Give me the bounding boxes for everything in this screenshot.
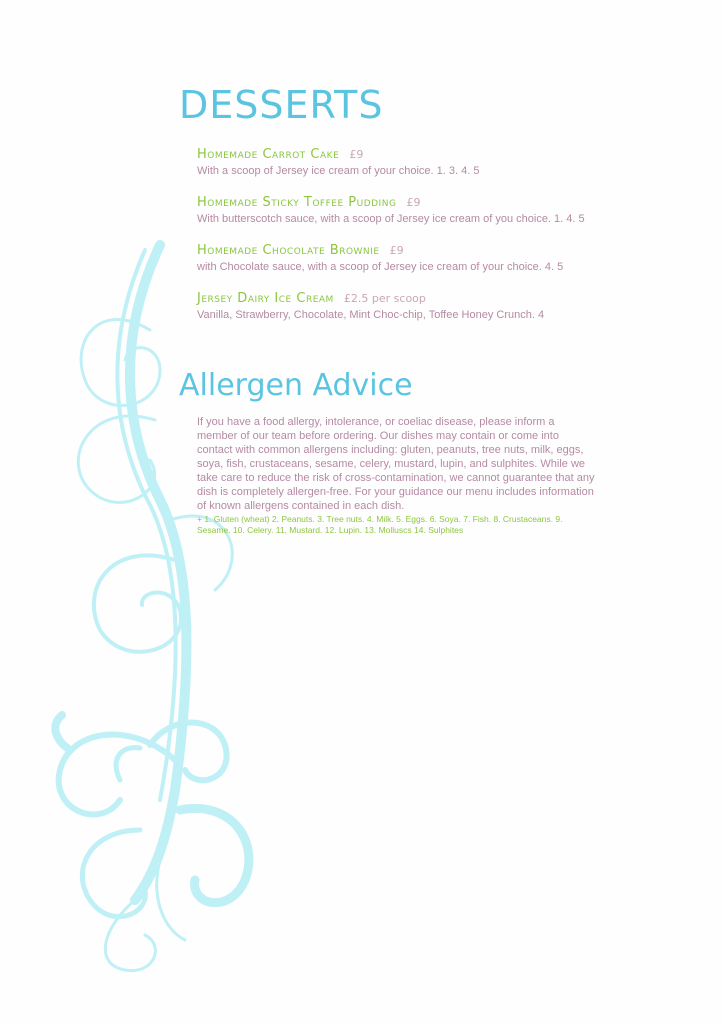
allergen-heading: Allergen Advice [179,368,413,403]
item-name: Homemade Chocolate Brownie [197,243,380,258]
item-name: Jersey Dairy Ice Cream [197,291,334,306]
item-description: With butterscotch sauce, with a scoop of Jersey ice cream of you choice. 1. 4. 5 [197,213,585,225]
desserts-heading: DESSERTS [179,83,384,127]
item-description: Vanilla, Strawberry, Chocolate, Mint Choc-chip, Toffee Honey Crunch. 4 [197,309,545,321]
menu-item-jersey-dairy-ice-cream [197,287,607,322]
item-name: Homemade Sticky Toffee Pudding [197,195,397,210]
item-price: £2.5 per scoop [343,292,426,305]
item-price: £9 [406,196,421,209]
item-price: £9 [389,244,404,257]
menu-item-sticky-toffee-pudding [197,191,607,226]
item-description: With a scoop of Jersey ice cream of your choice. 1. 3. 4. 5 [197,165,480,177]
dessert-menu [197,143,607,335]
menu-item-chocolate-brownie [197,239,607,274]
item-price: £9 [349,148,364,161]
allergen-legend: + 1. Gluten (wheat) 2. Peanuts. 3. Tree nuts. 4. Milk. 5. Eggs. 6. Soya. 7. Fish. 8. Crustaceans. 9. Sesame. 10. Celery. 11. Mustard. 12. Lupin. 13. Molluscs 14. Sulphites [197,514,563,535]
item-description: with Chocolate sauce, with a scoop of Jersey ice cream of your choice. 4. 5 [197,261,564,273]
menu-item-carrot-cake [197,143,607,178]
allergen-advice-text: If you have a food allergy, intolerance, or coeliac disease, please inform a member of our team before ordering. Our dishes may contain or come into contact with common allergens including: gluten, peanuts, tree nuts, milk, eggs, soya, fish, crustaceans, sesame, celery, mustard, lupin, and sulphites. While we take care to reduce the risk of cross-contamination, we cannot guarantee that any dish is completely allergen-free. For your guidance our menu includes information of known allergens contained in each dish. [197,416,595,512]
item-name: Homemade Carrot Cake [197,147,340,162]
allergen-advice [197,415,597,536]
